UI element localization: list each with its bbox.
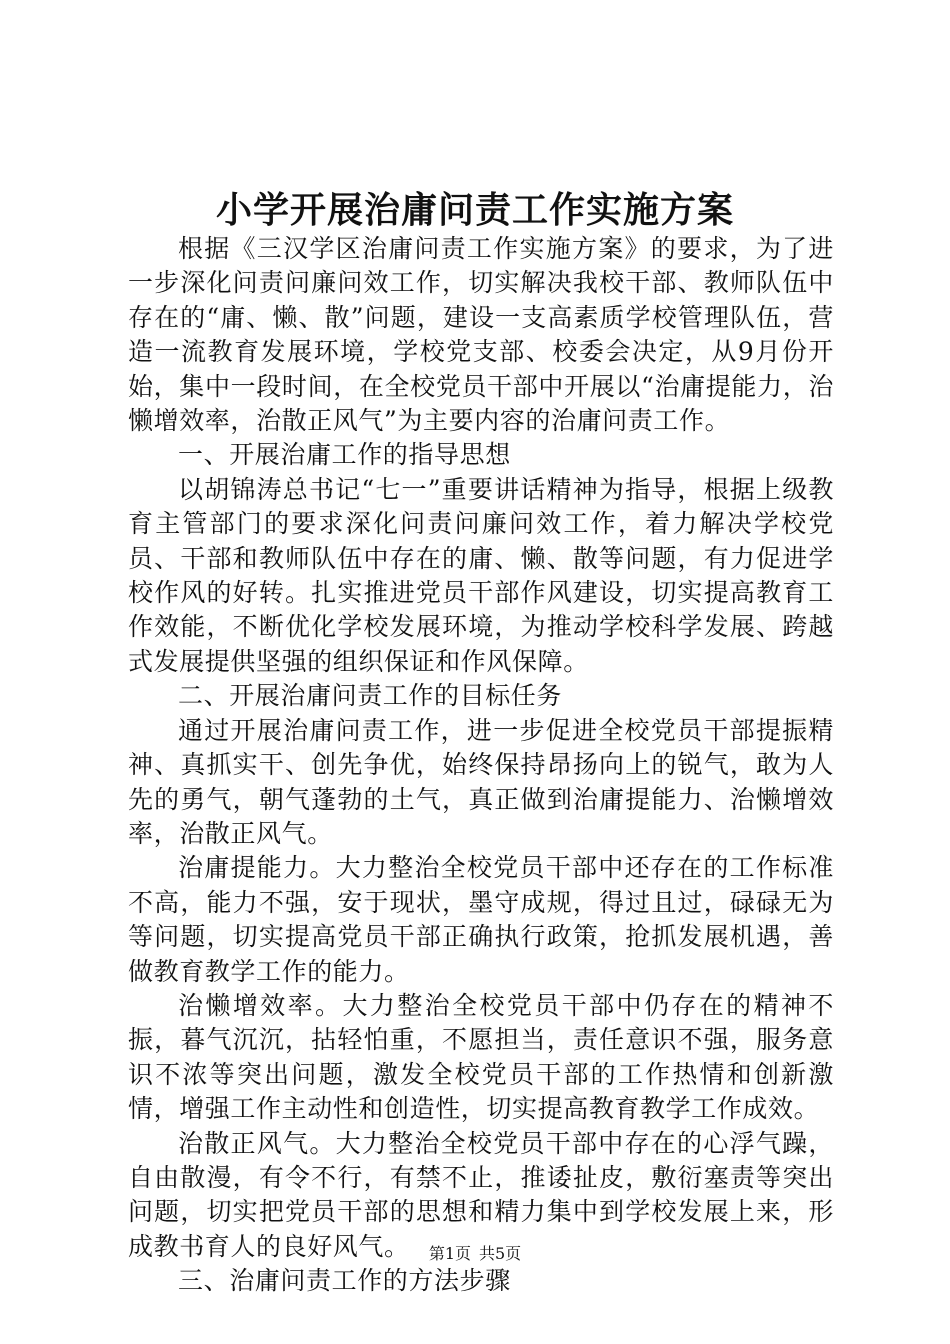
heading-section-1: 一、开展治庸工作的指导思想 xyxy=(178,440,511,470)
heading-section-2: 二、开展治庸问责工作的目标任务 xyxy=(178,681,563,711)
page-footer xyxy=(0,1242,950,1266)
document-title: 小学开展治庸问责工作实施方案 xyxy=(215,189,734,231)
paragraph-capability: 治庸提能力。大力整治全校党员干部中还存在的工作标准不高，能力不强，安于现状，墨守成规，得过且过，碌碌无为等问题，切实提高党员干部正确执行政策，抢抓发展机遇，善做教育教学工作的能力。 xyxy=(128,853,834,986)
paragraph-efficiency: 治懒增效率。大力整治全校党员干部中仍存在的精神不振，暮气沉沉，拈轻怕重，不愿担当，责任意识不强，服务意识不浓等突出问题，激发全校党员干部的工作热情和创新激情，增强工作主动性和创造性，切实提高教育教学工作成效。 xyxy=(128,990,834,1124)
document-body xyxy=(128,232,834,1299)
heading-section-3: 三、治庸问责工作的方法步骤 xyxy=(178,1266,511,1296)
paragraph-guiding-thought: 以胡锦涛总书记“七一”重要讲话精神为指导，根据上级教育主管部门的要求深化问责问廉问效工作，着力解决学校党员、干部和教师队伍中存在的庸、懒、散等问题，有力促进学校作风的好转。扎实推进党员干部作风建设，切实提高教育工作效能，不断优化学校发展环境，为推动学校科学发展、跨越式发展提供坚强的组织保证和作风保障。 xyxy=(128,474,834,676)
paragraph-intro: 根据《三汉学区治庸问责工作实施方案》的要求，为了进一步深化问责问廉问效工作，切实解决我校干部、教师队伍中存在的“庸、懒、散”问题，建设一支高素质学校管理队伍，营造一流教育发展环境，学校党支部、校委会决定，从9月份开始，集中一段时间，在全校党员干部中开展以“治庸提能力，治懒增效率，治散正风气”为主要内容的治庸问责工作。 xyxy=(128,234,834,436)
paragraph-conduct: 治散正风气。大力整治全校党员干部中存在的心浮气躁，自由散漫，有令不行，有禁不止，推诿扯皮，敷衍塞责等突出问题，切实把党员干部的思想和精力集中到学校发展上来，形成教书育人的良好风气。 xyxy=(128,1128,834,1261)
page-number-current: 第1页 xyxy=(428,1244,471,1263)
paragraph-goals: 通过开展治庸问责工作，进一步促进全校党员干部提振精神、真抓实干、创先争优，始终保持昂扬向上的锐气，敢为人先的勇气，朝气蓬勃的土气，真正做到治庸提能力、治懒增效率，治散正风气。 xyxy=(128,715,834,848)
page-number-total: 共5页 xyxy=(479,1244,522,1263)
